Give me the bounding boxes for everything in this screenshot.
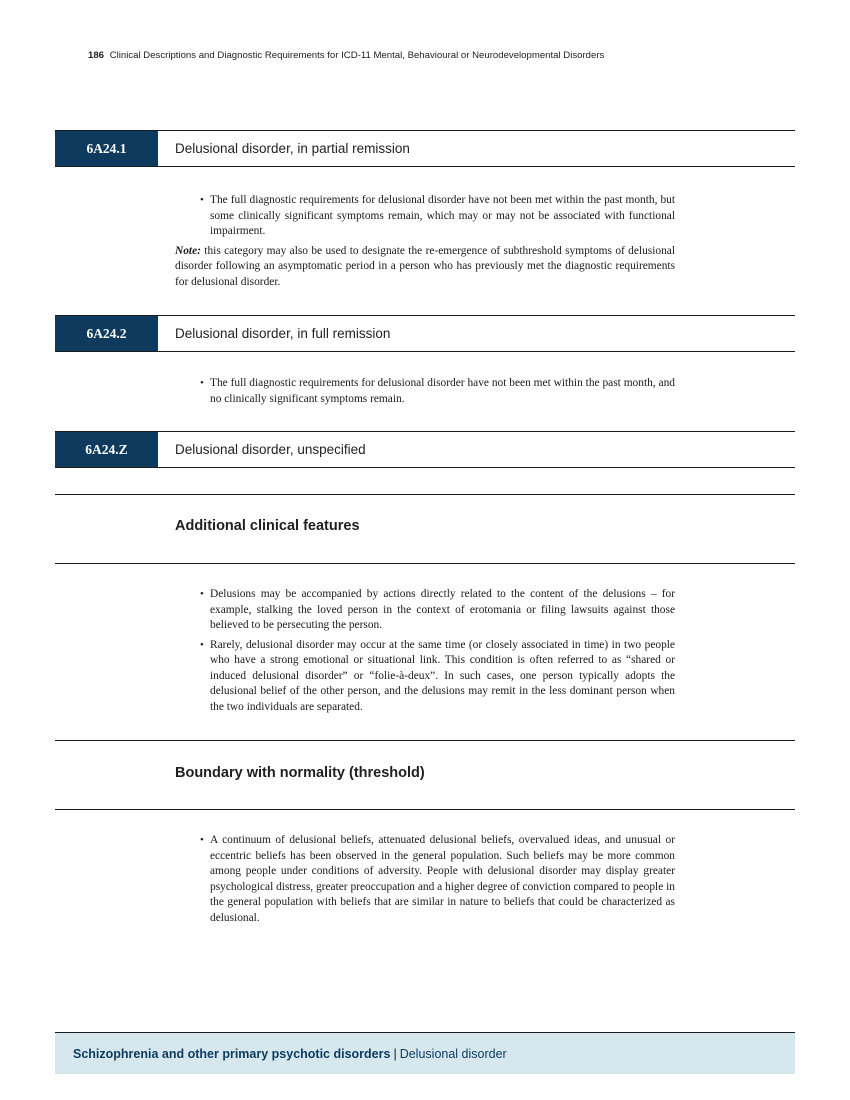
note-text: this category may also be used to designate the re-emergence of subthreshold symptoms of delusional disorder following an asymptomatic period in a person who has previously met the diagnostic requirements for delusional disorder. — [175, 244, 675, 288]
section-rule-top — [55, 740, 795, 741]
bullet-list — [175, 833, 675, 926]
footer-chapter: Schizophrenia and other primary psychotic disorders — [73, 1046, 391, 1061]
footer-breadcrumb — [55, 1047, 507, 1061]
code-heading-6a24-2 — [55, 315, 795, 352]
running-title: Clinical Descriptions and Diagnostic Requirements for ICD-11 Mental, Behavioural or Neurodevelopmental Disorders — [109, 50, 605, 61]
list-item: • The full diagnostic requirements for delusional disorder have not been met within the past month, and no clinically significant symptoms remain. — [175, 376, 675, 407]
page-footer — [55, 1032, 795, 1074]
page-number: 186 — [88, 50, 105, 61]
section-body-additional-features — [175, 587, 675, 719]
list-item: • The full diagnostic requirements for delusional disorder have not been met within the past month, but some clinically significant symptoms remain, which may or may not be associated with functional impairment. — [175, 193, 675, 240]
footer-separator: | — [393, 1046, 397, 1061]
list-item: • Delusions may be accompanied by actions directly related to the content of the delusions – for example, stalking the loved person in the context of erotomania or filing lawsuits against those believed to be persecuting the person. — [175, 587, 675, 634]
code-title: Delusional disorder, in full remission — [175, 326, 391, 341]
section-rule-bottom — [55, 809, 795, 810]
section-body-boundary-normality — [175, 833, 675, 930]
section-heading-boundary-normality: Boundary with normality (threshold) — [175, 765, 425, 781]
code-body-6a24-2 — [175, 376, 675, 411]
note-paragraph — [175, 244, 675, 291]
code-title: Delusional disorder, unspecified — [175, 442, 366, 457]
section-heading-additional-features: Additional clinical features — [175, 518, 360, 534]
code-title: Delusional disorder, in partial remission — [175, 141, 410, 156]
code-badge: 6A24.1 — [55, 131, 158, 166]
bullet-list — [175, 376, 675, 407]
code-heading-6a24-z — [55, 431, 795, 468]
code-heading-6a24-1 — [55, 130, 795, 167]
code-badge: 6A24.2 — [55, 316, 158, 351]
section-rule-top — [55, 494, 795, 495]
list-item: • A continuum of delusional beliefs, attenuated delusional beliefs, overvalued ideas, and unusual or eccentric beliefs has been observed in the general population. Such beliefs may be more common among people under conditions of adversity. People with delusional disorder may display greater psychological distress, greater preoccupation and a higher degree of conviction compared to people in the general population with beliefs that are similar in nature to beliefs that could be characterized as delusional. — [175, 833, 675, 926]
footer-subsection: Delusional disorder — [399, 1046, 507, 1061]
bullet-list — [175, 587, 675, 715]
section-rule-bottom — [55, 563, 795, 564]
note-label: Note: — [175, 244, 201, 257]
bullet-list — [175, 193, 675, 240]
code-badge: 6A24.Z — [55, 432, 158, 467]
code-body-6a24-1 — [175, 193, 675, 290]
list-item: • Rarely, delusional disorder may occur at the same time (or closely associated in time) in two people who have a strong emotional or situational link. This condition is often referred to as “shared or induced delusional disorder” or “folie-à-deux”. In such cases, one person typically adopts the delusional belief of the other person, and the delusions may remit in the less dominant person when the two individuals are separated. — [175, 638, 675, 716]
running-header — [88, 50, 604, 61]
